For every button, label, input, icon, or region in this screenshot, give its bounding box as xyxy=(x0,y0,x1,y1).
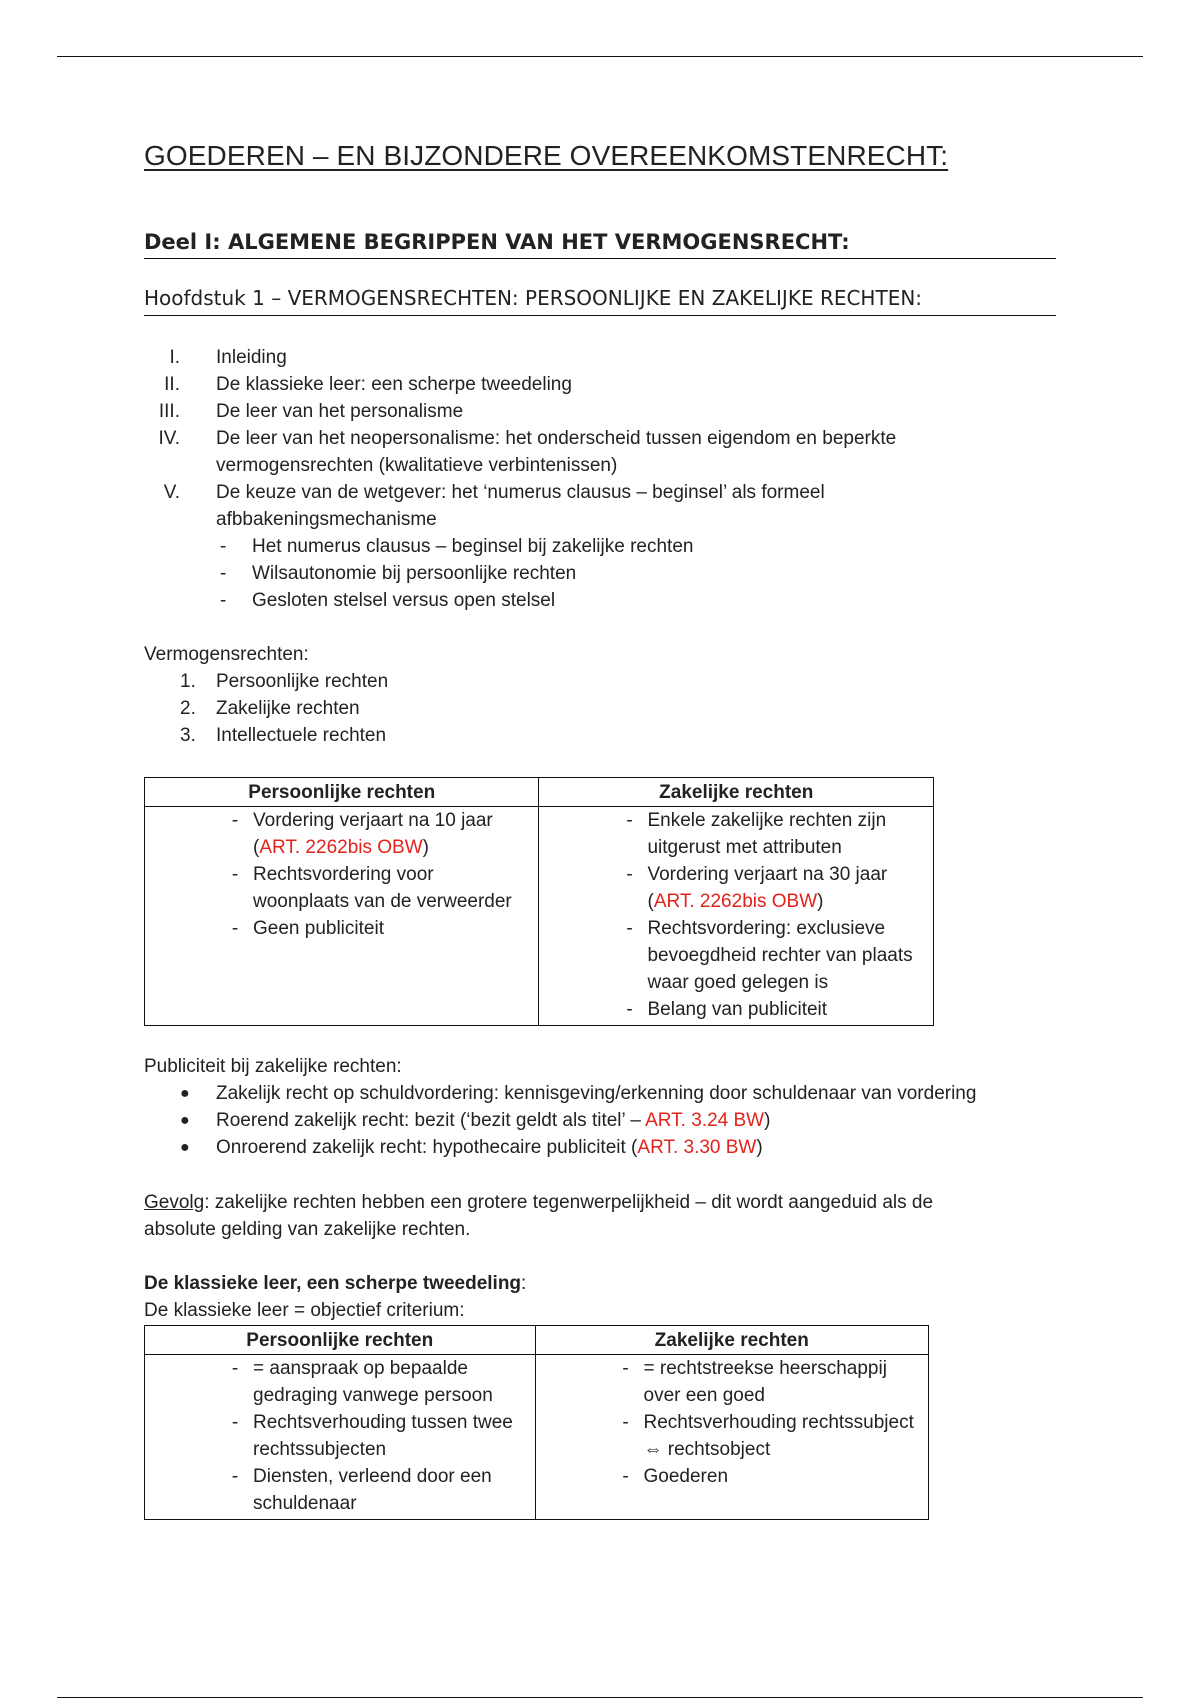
table-header-row xyxy=(145,778,934,807)
bullet-item: ● Onroerend zakelijk recht: hypothecaire publiciteit (ART. 3.30 BW) xyxy=(180,1137,763,1158)
cell-item: - Rechtsverhouding rechtssubject ⇔ rechtsobject xyxy=(622,1412,914,1460)
list-item: 3. Intellectuele rechten xyxy=(180,725,387,746)
toc-item: IV. De leer van het neopersonalisme: het onderscheid tussen eigendom en beperkte vermogensrechten (kwalitatieve verbintenissen) xyxy=(158,428,897,476)
toc-subitem: - Gesloten stelsel versus open stelsel xyxy=(220,590,556,611)
cell-item: - Vordering verjaart na 30 jaar (ART. 2262bis OBW) xyxy=(626,864,888,912)
cell-item: - Geen publiciteit xyxy=(231,918,384,939)
klassieke-leer-heading: De klassieke leer, een scherpe tweedeling: xyxy=(144,1273,527,1294)
cell-item: - = aanspraak op bepaalde gedraging vanwege persoon xyxy=(231,1358,493,1406)
cell-persoonlijk xyxy=(145,807,539,1026)
column-header-persoonlijk: Persoonlijke rechten xyxy=(145,1326,536,1355)
cell-item: - Rechtsvordering voor woonplaats van de verweerder xyxy=(231,864,512,912)
vermogensrechten-label: Vermogensrechten: xyxy=(144,644,309,665)
cell-item: - Enkele zakelijke rechten zijn uitgerust met attributen xyxy=(626,810,887,858)
list-item: 2. Zakelijke rechten xyxy=(180,698,360,719)
toc-item: II. De klassieke leer: een scherpe tweedeling xyxy=(164,374,572,395)
cell-item: - Goederen xyxy=(622,1466,729,1487)
table-header-row xyxy=(145,1326,929,1355)
cell-item: - Vordering verjaart na 10 jaar (ART. 2262bis OBW) xyxy=(231,810,493,858)
comparison-table-1 xyxy=(144,777,934,1026)
comparison-table-2 xyxy=(144,1325,929,1520)
part-title: Deel I: ALGEMENE BEGRIPPEN VAN HET VERMOGENSRECHT: xyxy=(144,230,1056,259)
table-row xyxy=(145,1355,929,1520)
gevolg-paragraph: Gevolg: zakelijke rechten hebben een grotere tegenwerpelijkheid – dit wordt aangeduid als de absolute gelding van zakelijke rechten. xyxy=(144,1192,934,1240)
cell-item: - Rechtsvordering: exclusieve bevoegdheid rechter van plaats waar goed gelegen is xyxy=(626,918,913,993)
table-of-contents xyxy=(144,344,1044,614)
cell-item: - Diensten, verleend door een schuldenaar xyxy=(231,1466,492,1514)
klassieke-leer-section xyxy=(144,1270,1004,1324)
toc-item: V. De keuze van de wetgever: het ‘numerus clausus – beginsel’ als formeel afbbakeningsmechanisme xyxy=(163,482,825,530)
cell-zakelijk xyxy=(535,1355,929,1520)
cell-zakelijk xyxy=(539,807,934,1026)
table-row xyxy=(145,807,934,1026)
chapter-title: Hoofdstuk 1 – VERMOGENSRECHTEN: PERSOONLIJKE EN ZAKELIJKE RECHTEN: xyxy=(144,286,1056,316)
toc-item: I. Inleiding xyxy=(169,347,287,368)
column-header-persoonlijk: Persoonlijke rechten xyxy=(145,778,539,807)
cell-item: - = rechtstreekse heerschappij over een goed xyxy=(622,1358,887,1406)
article-reference: ART. 3.30 BW xyxy=(637,1137,757,1158)
publiciteit-label: Publiciteit bij zakelijke rechten: xyxy=(144,1056,402,1077)
article-reference: ART. 2262bis OBW xyxy=(259,837,423,858)
list-item: 1. Persoonlijke rechten xyxy=(180,671,389,692)
cell-item: - Rechtsverhouding tussen twee rechtssubjecten xyxy=(231,1412,513,1460)
document-title: GOEDEREN – EN BIJZONDERE OVEREENKOMSTENRECHT: xyxy=(144,140,949,171)
article-reference: ART. 3.24 BW xyxy=(645,1110,765,1131)
article-reference: ART. 2262bis OBW xyxy=(653,891,818,912)
bullet-item: ● Zakelijk recht op schuldvordering: kennisgeving/erkenning door schuldenaar van vordering xyxy=(180,1083,977,1104)
toc-subitem: - Wilsautonomie bij persoonlijke rechten xyxy=(220,563,577,584)
column-header-zakelijk: Zakelijke rechten xyxy=(535,1326,929,1355)
cell-item: - Belang van publiciteit xyxy=(626,999,828,1020)
column-header-zakelijk: Zakelijke rechten xyxy=(539,778,934,807)
cell-persoonlijk xyxy=(145,1355,536,1520)
toc-item: III. De leer van het personalisme xyxy=(158,401,464,422)
bottom-rule xyxy=(57,1697,1143,1698)
bullet-item: ● Roerend zakelijk recht: bezit (‘bezit geldt als titel’ – ART. 3.24 BW) xyxy=(180,1110,771,1131)
toc-subitem: - Het numerus clausus – beginsel bij zakelijke rechten xyxy=(220,536,694,557)
klassieke-leer-subline: De klassieke leer = objectief criterium: xyxy=(144,1300,465,1321)
gevolg-label: Gevolg xyxy=(144,1192,205,1213)
publiciteit-section xyxy=(144,1053,1084,1161)
top-rule xyxy=(57,56,1143,57)
vermogensrechten-section xyxy=(144,641,388,749)
